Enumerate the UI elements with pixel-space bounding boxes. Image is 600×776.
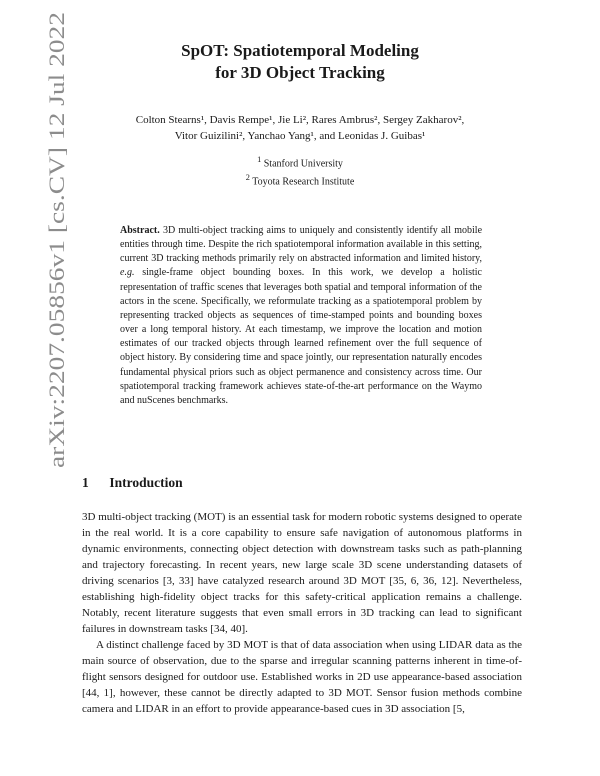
section-title: Introduction (109, 475, 183, 490)
author-list (80, 112, 520, 144)
abstract-text-1: 3D multi-object tracking aims to uniquely and consistently identify all mobile entities through time. Despite the rich spatiotemporal information available in this setting, current 3D tracking methods primarily rely on abstracted information and limited history, (120, 225, 483, 265)
arxiv-identifier-svg (38, 8, 74, 468)
affiliation-2-mark: 2 (245, 173, 250, 183)
paragraph-1: 3D multi-object tracking (MOT) is an essential task for modern robotic systems designed to operate in the real world. It is a core capability to ensure safe navigation of autonomous platforms in dynamic environments, connecting object detection with downstream tasks such as path-planning and trajectory forecasting. In recent years, new large scale 3D scene understanding datasets of driving scenarios [3, 33] have catalyzed research around 3D MOT [35, 6, 36, 12]. Nevertheless, establishing high-fidelity object tracks for this safety-critical application remains a challenge. Notably, recent literature suggests that even small errors in 3D tracking can lead to significant failures in downstream tasks [34, 40]. (82, 511, 522, 635)
title-line-1: SpOT: Spatiotemporal Modeling (181, 41, 419, 60)
section-number: 1 (82, 475, 89, 490)
body-text (82, 509, 522, 717)
title-line-2: for 3D Object Tracking (215, 63, 385, 82)
arxiv-identifier-text: arXiv:2207.05856v1 [cs.CV] 12 Jul 2022 (44, 102, 69, 468)
abstract (120, 224, 482, 408)
abstract-label: Abstract. (120, 225, 160, 236)
affiliation-1 (80, 153, 520, 171)
abstract-text-2: single-frame object bounding boxes. In this work, we develop a holistic representation of traffic scenes that leverages both spatial and temporal information of the actors in the scene. Specifically, we reformulate tracking as a spatiotemporal problem by representing tracked objects as sequences of time-stamped points and bounding boxes over a long temporal history. At each timestamp, we improve the location and motion estimates of our tracked objects through learned refinement over the full sequence of object history. By considering time and space jointly, our representation naturally encodes fundamental physical priors such as object permanence and consistency across time. Our spatiotemporal tracking framework achieves state-of-the-art performance on the Waymo and nuScenes benchmarks. (120, 267, 482, 406)
affiliation-2-name: Toyota Research Institute (252, 176, 355, 188)
arxiv-identifier-sidebar (38, 8, 74, 468)
paper-title (80, 40, 520, 84)
abstract-emphasis: e.g. (120, 267, 135, 279)
affiliations (80, 153, 520, 190)
authors-line-2: Vitor Guizilini², Yanchao Yang¹, and Leonidas J. Guibas¹ (174, 130, 426, 142)
affiliation-2 (80, 171, 520, 189)
affiliation-1-name: Stanford University (263, 158, 343, 170)
authors-line-1: Colton Stearns¹, Davis Rempe¹, Jie Li², Rares Ambrus², Sergey Zakharov², (135, 114, 465, 126)
affiliation-1-mark: 1 (257, 155, 262, 164)
paragraph-2: A distinct challenge faced by 3D MOT is that of data association when using LIDAR data as the main source of observation, due to the sparse and irregular scanning patterns inherent in time-of-flight sensors designed for outdoor use. Established works in 2D use appearance-based association [44, 1], however, these cannot be directly adapted to 3D MOT. Sensor fusion methods combine camera and LIDAR in an effort to provide appearance-based cues in 3D association [5, (82, 639, 522, 715)
section-heading (82, 475, 183, 491)
